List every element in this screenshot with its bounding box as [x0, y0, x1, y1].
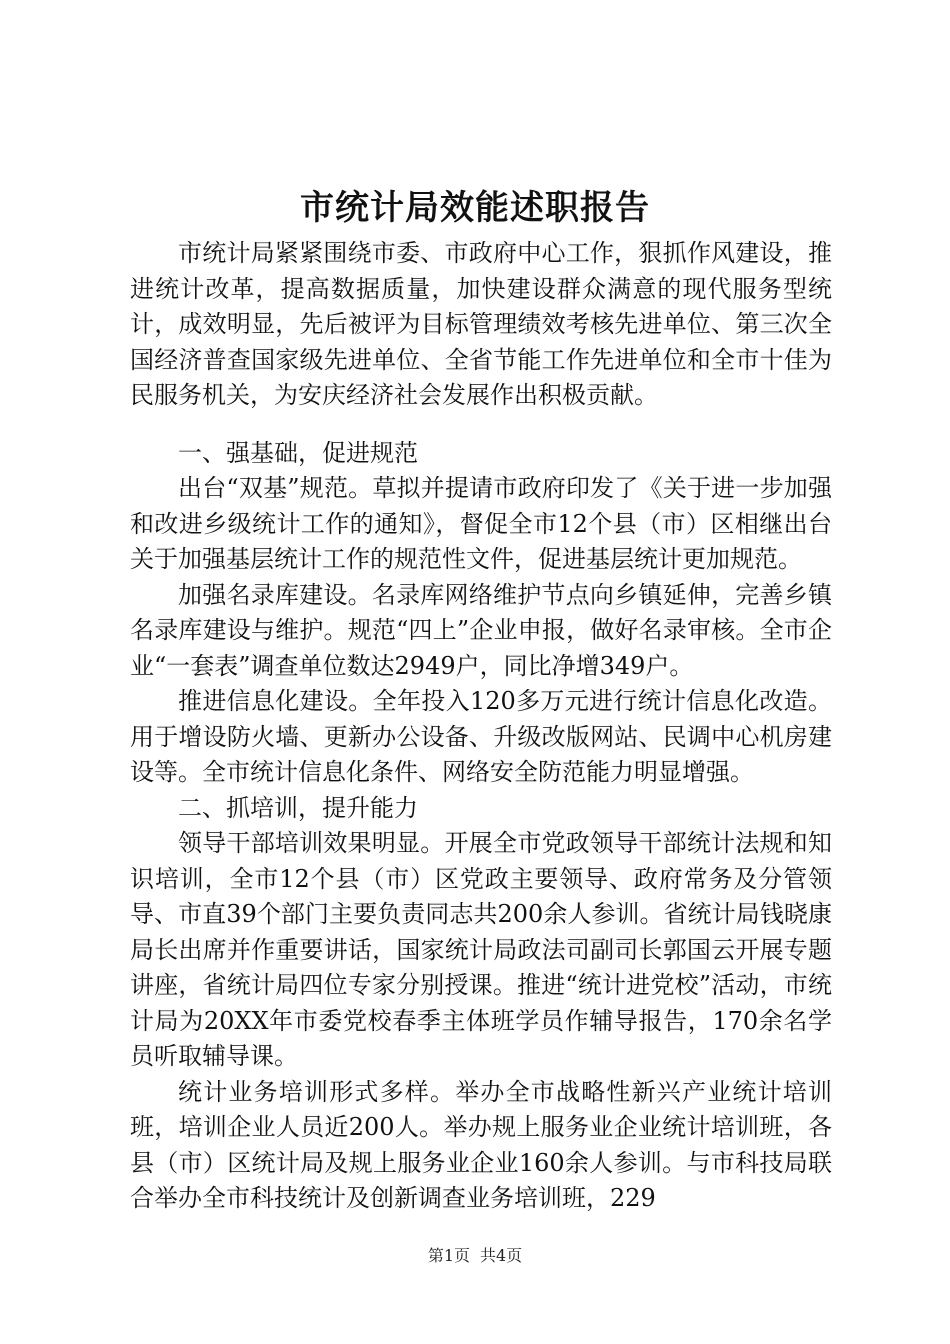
section-heading-1: 一、强基础，促进规范 — [178, 438, 418, 467]
section-heading-2: 二、抓培训，提升能力 — [178, 793, 418, 822]
body-paragraph: 领导干部培训效果明显。开展全市党政领导干部统计法规和知识培训，全市12个县（市）区党政主要领导、政府常务及分管领导、市直39个部门主要负责同志共200余人参训。省统计局钱晓康局长出席并作重要讲话，国家统计局政法司副司长郭国云开展专题讲座，省统计局四位专家分别授课。推进“统计进党校”活动，市统计局为20XX年市委党校春季主体班学员作辅导报告，170余名学员听取辅导课。 — [130, 829, 832, 1070]
body-paragraph: 出台“双基”规范。草拟并提请市政府印发了《关于进一步加强和改进乡级统计工作的通知》，督促全市12个县（市）区相继出台关于加强基层统计工作的规范性文件，促进基层统计更加规范。 — [130, 474, 832, 573]
document-title: 市统计局效能述职报告 — [300, 188, 650, 228]
page-number: 第1页 — [427, 1246, 470, 1265]
page-footer — [0, 1244, 950, 1268]
page-total: 共4页 — [480, 1246, 523, 1265]
body-paragraph: 加强名录库建设。名录库网络维护节点向乡镇延伸，完善乡镇名录库建设与维护。规范“四上”企业申报，做好名录审核。全市企业“一套表”调查单位数达2949户，同比净增349户。 — [130, 580, 832, 680]
body-paragraph: 推进信息化建设。全年投入120多万元进行统计信息化改造。用于增设防火墙、更新办公设备、升级改版网站、民调中心机房建设等。全市统计信息化条件、网络安全防范能力明显增强。 — [130, 687, 832, 786]
body-paragraph: 统计业务培训形式多样。举办全市战略性新兴产业统计培训班，培训企业人员近200人。举办规上服务业企业统计培训班，各县（市）区统计局及规上服务业企业160余人参训。与市科技局联合举办全市科技统计及创新调查业务培训班，229 — [130, 1077, 832, 1212]
document-body — [130, 236, 832, 1217]
intro-paragraph: 市统计局紧紧围绕市委、市政府中心工作，狠抓作风建设，推进统计改革，提高数据质量，加快建设群众满意的现代服务型统计，成效明显，先后被评为目标管理绩效考核先进单位、第三次全国经济普查国家级先进单位、全省节能工作先进单位和全市十佳为民服务机关，为安庆经济社会发展作出积极贡献。 — [130, 239, 832, 409]
